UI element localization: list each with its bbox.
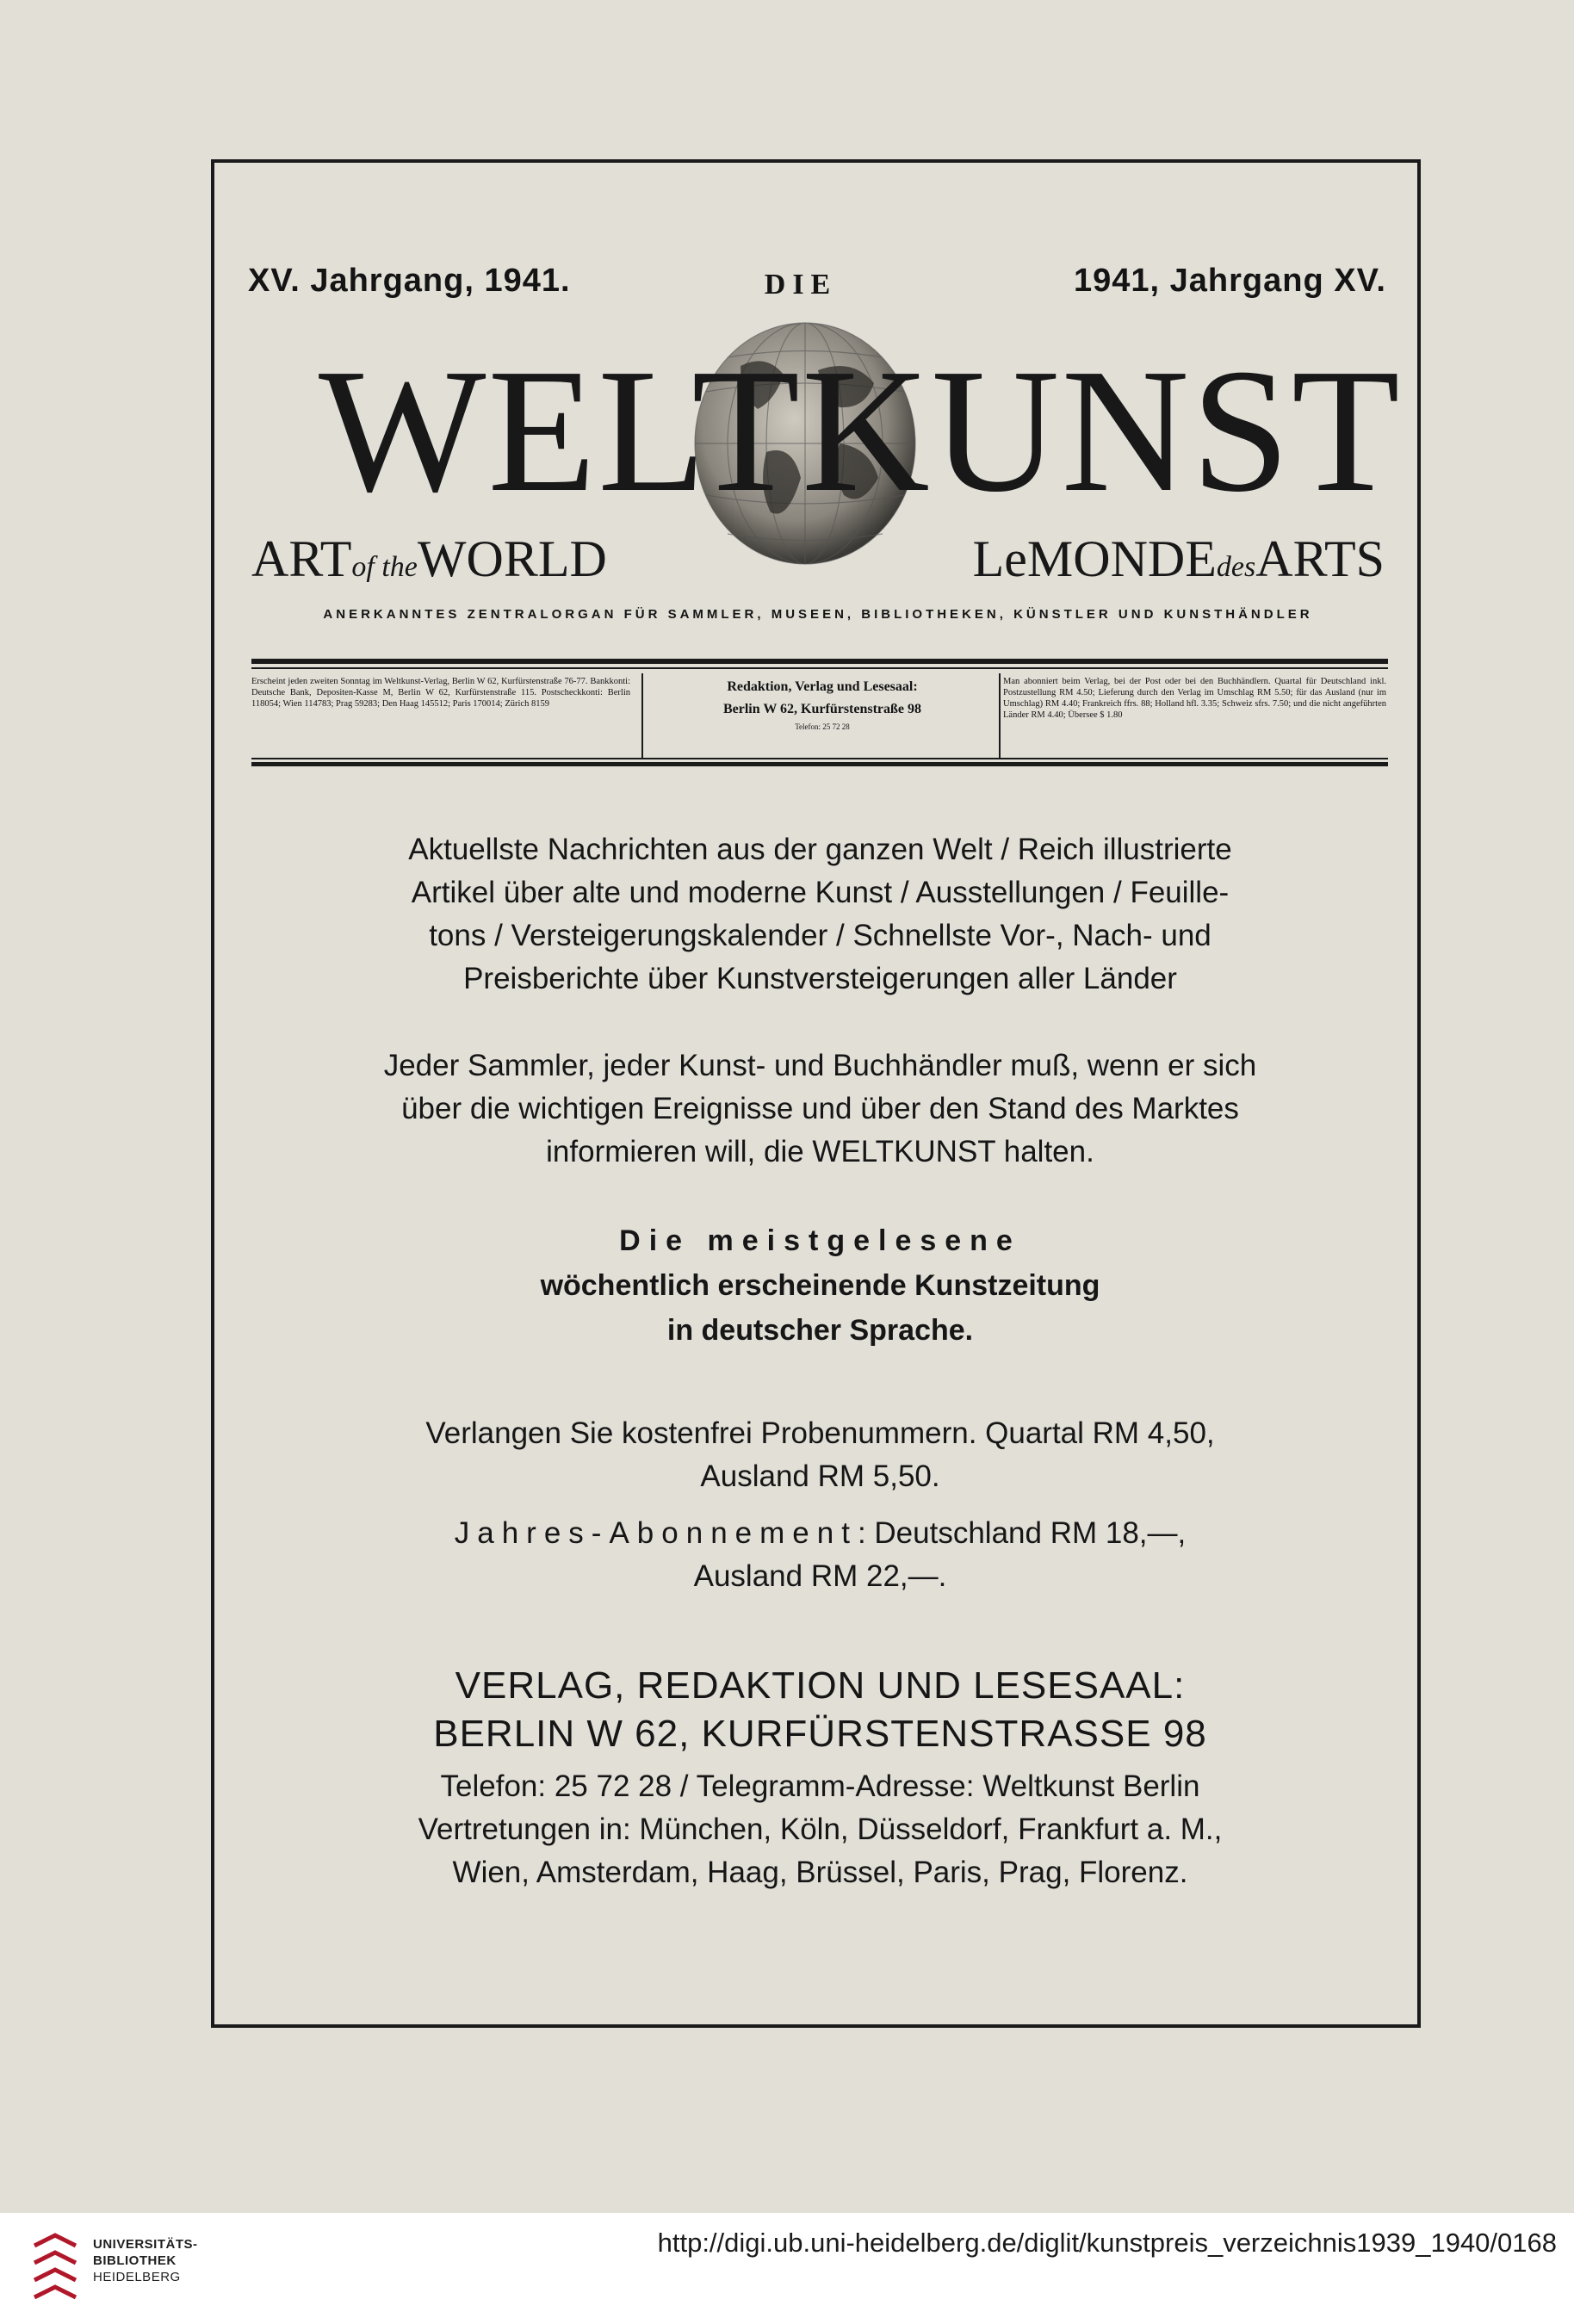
features-line: tons / Versteigerungskalender / Schnellste Vor-, Nach- und [429,919,1211,952]
annual-subscription-foreign: Ausland RM 22,—. [693,1559,947,1593]
volume-year-right: 1941, Jahrgang XV. [1073,263,1386,299]
info-divider-right [999,673,1001,759]
library-name [93,2236,198,2285]
slogan-line: wöchentlich erscheinende Kunstzeitung [540,1269,1100,1302]
library-logo-icon [28,2228,83,2308]
price-paragraph [310,1412,1330,1498]
subtitle-english [251,530,607,589]
subtitle-french-arts: ARTS [1255,530,1385,587]
publisher-address-line: BERLIN W 62, KURFÜRSTENSTRASSE 98 [433,1713,1207,1755]
masthead-tagline: ANERKANNTES ZENTRALORGAN FÜR SAMMLER, MUSEEN, BIBLIOTHEKEN, KÜNSTLER UND KUNSTHÄNDLER [323,607,1313,622]
slogan-paragraph [310,1218,1330,1353]
top-thin-rule [251,667,1388,669]
editorial-telephone: Telefon: 25 72 28 [795,722,850,731]
price-line: Ausland RM 5,50. [700,1459,940,1493]
annual-subscription-price: : Deutschland RM 18,—, [857,1516,1187,1550]
features-line: Preisberichte über Kunstversteigerungen aller Länder [463,962,1177,995]
annual-subscription-paragraph [310,1512,1330,1598]
annual-subscription-line [310,1512,1330,1555]
library-name-line: HEIDELBERG [93,2270,181,2284]
library-name-line: UNIVERSITÄTS- [93,2237,198,2252]
library-name-line: BIBLIOTHEK [93,2253,177,2268]
publication-info: Erscheint jeden zweiten Sonntag im Weltkunst-Verlag, Berlin W 62, Kurfürstenstraße 76-77. Bankkonti: Deutsche Bank, Depositen-Kasse M, Berlin W 62, Kurfürstenstraße 115. Postscheckkonti: Berlin 118054; Wien 114783; Prag 59283; Den Haag 145512; Paris 170014; Zürich 8159 [251,677,630,709]
volume-year-left: XV. Jahrgang, 1941. [248,263,571,299]
editorial-address [650,676,995,762]
annual-subscription-label: Jahres-Abonnement [454,1516,858,1550]
subscription-info: Man abonniert beim Verlag, bei der Post oder bei den Buchhändlern. Quartal für Deutschland inkl. Postzustellung RM 4.50; Lieferung durch den Verlag im Umschlag RM 5.50; für das Ausland (nur im Umschlag) RM 4.40; Frankreich ffrs. 88; Holland hfl. 3.35; Schweiz sfrs. 7.50; und die nicht angeführten Länder RM 4.40; Übersee $ 1.80 [1003,677,1386,720]
features-paragraph [310,828,1330,1001]
bottom-thick-rule [251,762,1388,766]
collector-line: informieren will, die WELTKUNST halten. [546,1135,1094,1168]
contact-line: Vertretungen in: München, Köln, Düsseldorf, Frankfurt a. M., [418,1813,1223,1846]
contact-line: Telefon: 25 72 28 / Telegramm-Adresse: Weltkunst Berlin [440,1769,1200,1803]
subtitle-french-le: Le [972,530,1027,587]
publisher-address [310,1662,1330,1758]
features-line: Artikel über alte und moderne Kunst / Ausstellungen / Feuille- [411,876,1230,909]
features-line: Aktuellste Nachrichten aus der ganzen Welt / Reich illustrierte [408,833,1232,866]
subtitle-english-art: ART [251,530,352,587]
masthead-article: DIE [764,269,838,301]
contact-line: Wien, Amsterdam, Haag, Brüssel, Paris, Prag, Florenz. [452,1856,1188,1889]
subtitle-french [973,530,1385,589]
bottom-thin-rule [251,758,1388,759]
slogan-line: in deutscher Sprache. [666,1314,974,1347]
source-url[interactable]: http://digi.ub.uni-heidelberg.de/diglit/kunstpreis_verzeichnis1939_1940/0168 [657,2228,1557,2258]
contact-paragraph [310,1765,1330,1894]
subtitle-french-monde: MONDE [1026,530,1217,587]
info-divider-left [641,673,643,759]
collector-line: über die wichtigen Ereignisse und über den Stand des Marktes [401,1092,1239,1125]
masthead-title: WELTKUNST [319,332,1402,529]
publisher-address-line: VERLAG, REDAKTION UND LESESAAL: [455,1664,1186,1707]
price-line: Verlangen Sie kostenfrei Probenummern. Quartal RM 4,50, [425,1416,1215,1450]
collector-paragraph [310,1044,1330,1174]
subtitle-english-ofthe: of the [351,551,418,583]
subtitle-french-des: des [1216,551,1256,583]
editorial-address-line1: Redaktion, Verlag und Lesesaal: [727,679,918,694]
editorial-address-line2: Berlin W 62, Kurfürstenstraße 98 [722,702,922,716]
subtitle-english-world: WORLD [417,530,607,587]
top-thick-rule [251,659,1388,664]
slogan-line: Die meistgelesene [619,1224,1021,1257]
collector-line: Jeder Sammler, jeder Kunst- und Buchhändler muß, wenn er sich [383,1049,1257,1082]
